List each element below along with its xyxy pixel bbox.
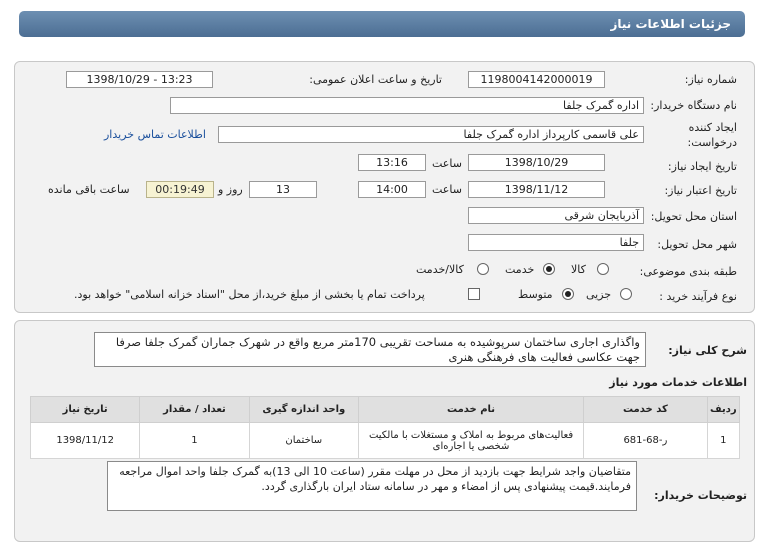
valid-time-field[interactable]: 14:00 — [358, 181, 426, 198]
process-option-minor: جزیی — [586, 288, 612, 301]
created-time-label: ساعت — [432, 157, 462, 170]
remaining-timer: 00:19:49 — [146, 181, 214, 198]
category-radio-goods-service[interactable] — [477, 263, 489, 275]
buyer-contact-link[interactable]: اطلاعات تماس خریدار — [104, 128, 206, 141]
cell-quantity: 1 — [140, 423, 249, 459]
province-label: استان محل تحویل: — [650, 210, 737, 223]
buyer-org-field[interactable]: اداره گمرک جلفا — [170, 97, 644, 114]
services-table — [30, 396, 740, 459]
days-remaining-field[interactable]: 13 — [249, 181, 317, 198]
category-option-service: خدمت — [505, 263, 535, 276]
creator-label-line1: ایجاد کننده — [688, 121, 737, 134]
remaining-label: ساعت باقی مانده — [48, 183, 130, 196]
cell-date: 1398/11/12 — [31, 423, 140, 459]
process-radio-minor[interactable] — [620, 288, 632, 300]
buyer-notes-text: متقاضیان واجد شرایط جهت بازدید از محل در مهلت مقرر (ساعت 10 الی 13)به گمرک جلفا واحد اموال مراجعه فرمایند.قیمت پیشنهادی پس از امضاء و مهر در سامانه ستاد ایران بارگذاری گردد. — [107, 461, 637, 511]
services-section-title: اطلاعات خدمات مورد نیاز — [609, 376, 747, 389]
summary-text: واگذاری اجاری ساختمان سرپوشیده به مساحت تقریبی 170متر مربع واقع در شهرک جماران گمرک جلفا صرفا جهت عکاسی فعالیت های فرهنگی هنری — [94, 332, 646, 367]
created-date-field[interactable]: 1398/10/29 — [468, 154, 605, 171]
announce-datetime-field[interactable]: 1398/10/29 - 13:23 — [66, 71, 213, 88]
created-date-label: تاریخ ایجاد نیاز: — [667, 160, 737, 173]
treasury-payment-note: پرداخت تمام یا بخشی از مبلغ خرید،از محل "اسناد خزانه اسلامی" خواهد بود. — [74, 288, 425, 301]
col-row: ردیف — [707, 397, 739, 423]
city-label: شهر محل تحویل: — [657, 238, 737, 251]
creator-field[interactable]: علی قاسمی کارپرداز اداره گمرک جلفا — [218, 126, 644, 143]
cell-row-number: 1 — [707, 423, 739, 459]
col-service-name: نام خدمت — [358, 397, 583, 423]
col-service-code: کد خدمت — [584, 397, 708, 423]
need-number-field[interactable]: 1198004142000019 — [468, 71, 605, 88]
table-row — [31, 423, 740, 459]
cell-unit: ساختمان — [249, 423, 358, 459]
col-quantity: تعداد / مقدار — [140, 397, 249, 423]
valid-time-label: ساعت — [432, 183, 462, 196]
process-radio-medium[interactable] — [562, 288, 574, 300]
valid-date-label: تاریخ اعتبار نیاز: — [664, 184, 737, 197]
category-radio-service[interactable] — [543, 263, 555, 275]
page-header — [19, 11, 745, 37]
category-option-goods: کالا — [571, 263, 586, 276]
days-label: روز و — [218, 183, 243, 196]
valid-date-field[interactable]: 1398/11/12 — [468, 181, 605, 198]
category-radio-goods[interactable] — [597, 263, 609, 275]
treasury-payment-checkbox[interactable] — [468, 288, 480, 300]
col-unit: واحد اندازه گیری — [249, 397, 358, 423]
city-field[interactable]: جلفا — [468, 234, 644, 251]
buyer-notes-label: توضیحات خریدار: — [654, 489, 747, 502]
page-title: جزئیات اطلاعات نیاز — [610, 17, 731, 31]
purchase-process-label: نوع فرآیند خرید : — [659, 290, 737, 303]
created-time-field[interactable]: 13:16 — [358, 154, 426, 171]
process-option-medium: متوسط — [518, 288, 553, 301]
buyer-org-label: نام دستگاه خریدار: — [650, 99, 737, 112]
province-field[interactable]: آذربایجان شرقی — [468, 207, 644, 224]
col-date: تاریخ نیاز — [31, 397, 140, 423]
summary-label: شرح کلی نیاز: — [668, 344, 747, 357]
need-number-label: شماره نیاز: — [684, 73, 737, 86]
category-option-goods-service: کالا/خدمت — [416, 263, 464, 276]
cell-service-name: فعالیت‌های مربوط به املاک و مستغلات با مالکیت شخصی یا اجاره‌ای — [358, 423, 583, 459]
announce-datetime-label: تاریخ و ساعت اعلان عمومی: — [309, 73, 442, 86]
cell-service-code: ر-68-681 — [584, 423, 708, 459]
creator-label-line2: درخواست: — [687, 136, 737, 149]
category-label: طبقه بندی موضوعی: — [639, 265, 737, 278]
